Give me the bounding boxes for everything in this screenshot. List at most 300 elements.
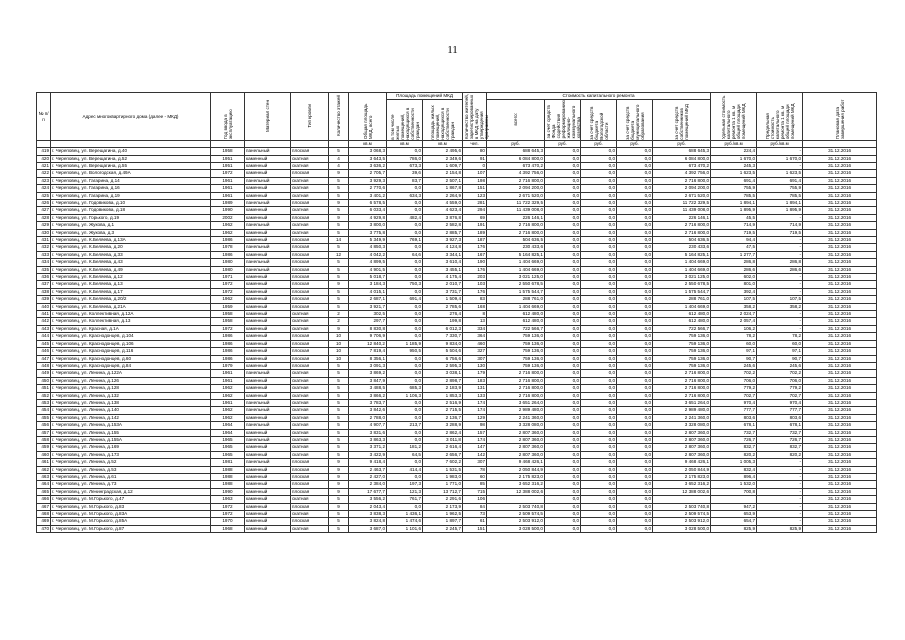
cell-walls: панельный: [245, 370, 291, 377]
cell-residents: 174: [463, 407, 487, 414]
table-row: [37, 177, 877, 184]
cell-cost-fund: 0,0: [545, 377, 581, 384]
cell-cost-owners: 722 566,7: [653, 325, 711, 332]
cell-cost-local: 0,0: [617, 362, 653, 369]
cell-address: г. Череповец, ул. Ленина, д.122А: [51, 370, 211, 377]
cell-deadline: 31.12.2016: [803, 488, 877, 495]
cell-walls: каменный: [245, 251, 291, 258]
cell-max-cost: 702,2: [757, 370, 803, 377]
cell-cost-regional: 0,0: [581, 488, 617, 495]
cell-residents: 129: [463, 414, 487, 421]
cell-num: 435: [37, 266, 51, 273]
cell-area-residential: 1 101,6: [387, 525, 423, 532]
cell-residents: 167: [463, 251, 487, 258]
cell-year: 1972: [211, 288, 245, 295]
cell-walls: каменный: [245, 474, 291, 481]
col-cost-owners-header: за счет средств собственников помещений МКД: [653, 100, 711, 141]
cell-walls: каменный: [245, 466, 291, 473]
cell-floors: 4: [329, 155, 349, 162]
cell-specific-cost: 90,7: [711, 355, 757, 362]
cell-total-area: 3 831,6: [349, 429, 387, 436]
cell-year: 1970: [211, 518, 245, 525]
cell-cost-regional: 0,0: [581, 199, 617, 206]
cell-cost-owners: 2 175 823,0: [653, 474, 711, 481]
cell-walls: каменный: [245, 207, 291, 214]
col-cost-total-header: всего:: [487, 100, 545, 141]
cell-walls: каменный: [245, 429, 291, 436]
cell-residents: 183: [463, 377, 487, 384]
cell-total-area: 3 643,5: [349, 155, 387, 162]
cell-area-residential: 0,0: [387, 311, 423, 318]
cell-specific-cost: 1 895,9: [711, 207, 757, 214]
cell-cost-fund: 0,0: [545, 281, 581, 288]
unit-cell: руб.: [653, 141, 711, 148]
cell-num: 455: [37, 414, 51, 421]
cell-address: г. Череповец, ул. Ленина, д.155А: [51, 436, 211, 443]
cell-residents: 69: [463, 214, 487, 221]
cell-cost-local: 0,0: [617, 518, 653, 525]
cell-cost-owners: 2 671 520,0: [653, 192, 711, 199]
cell-floors: 5: [329, 362, 349, 369]
cell-total-area: 3 838,3: [349, 511, 387, 518]
cell-residents: 174: [463, 399, 487, 406]
cell-max-cost: 726,7: [757, 436, 803, 443]
cell-num: 457: [37, 429, 51, 436]
cell-address: г. Череповец, ул. Жукова, д.3: [51, 229, 211, 236]
cell-cost-local: 0,0: [617, 148, 653, 155]
cell-area-nonres: 2 291,6: [423, 496, 463, 503]
cell-cost-local: 0,0: [617, 207, 653, 214]
cell-cost-regional: 0,0: [581, 399, 617, 406]
cell-cost-total: 12 388 002,6: [487, 488, 545, 495]
cell-specific-cost: 785,5: [711, 192, 757, 199]
cell-cost-total: 1 404 669,0: [487, 259, 545, 266]
cell-roof: плоская: [291, 362, 329, 369]
cell-address: г. Череповец, ул. Краснодонцев, д.60: [51, 355, 211, 362]
cell-specific-cost: 1 532,0: [711, 481, 757, 488]
cell-cost-regional: 0,0: [581, 237, 617, 244]
cell-residents: 176: [463, 244, 487, 251]
cell-address: г. Череповец, ул. Красная, д.1А: [51, 325, 211, 332]
cell-address: г. Череповец, ул. Ленина, д.53: [51, 466, 211, 473]
col-cost-regional-header: за счет средств бюджета Вологодской области: [581, 100, 617, 141]
cell-roof: скатная: [291, 436, 329, 443]
cell-deadline: 31.12.2016: [803, 325, 877, 332]
cell-total-area: 3 783,7: [349, 399, 387, 406]
cell-specific-cost: [711, 496, 757, 503]
cell-address: г. Череповец, ул. Ленина, д.132: [51, 392, 211, 399]
cell-walls: каменный: [245, 288, 291, 295]
cell-cost-total: 759 136,0: [487, 340, 545, 347]
cell-cost-total: 3 028 500,0: [487, 525, 545, 532]
cell-specific-cost: 732,7: [711, 429, 757, 436]
cell-cost-total: 1 575 544,7: [487, 288, 545, 295]
cell-roof: скатная: [291, 525, 329, 532]
cell-area-residential: 0,0: [387, 229, 423, 236]
cell-address: г. Череповец, ул. Гагарина, д.19: [51, 192, 211, 199]
cell-cost-regional: 0,0: [581, 496, 617, 503]
cell-area-nonres: 276,4: [423, 311, 463, 318]
cell-walls: панельный: [245, 259, 291, 266]
cell-cost-owners: 5 164 825,1: [653, 251, 711, 258]
cell-area-nonres: 1 962,5: [423, 511, 463, 518]
cell-year: 1961: [211, 399, 245, 406]
cell-total-area: 2 384,0: [349, 481, 387, 488]
cell-cost-local: 0,0: [617, 436, 653, 443]
cell-floors: 10: [329, 355, 349, 362]
cell-area-residential: 0,0: [387, 414, 423, 421]
cell-area-nonres: 2 173,9: [423, 503, 463, 510]
cell-specific-cost: 358,2: [711, 303, 757, 310]
cell-total-area: 3 371,2: [349, 444, 387, 451]
cell-num: 434: [37, 259, 51, 266]
cell-max-cost: -: [757, 474, 803, 481]
cell-walls: панельный: [245, 266, 291, 273]
cell-roof: плоская: [291, 281, 329, 288]
cell-walls: каменный: [245, 355, 291, 362]
cell-specific-cost: 2 024,7: [711, 311, 757, 318]
cell-deadline: 31.12.2016: [803, 436, 877, 443]
cell-area-nonres: 2 516,9: [423, 399, 463, 406]
cell-num: 465: [37, 488, 51, 495]
cell-cost-owners: 2 716 800,0: [653, 377, 711, 384]
unit-cell: руб.: [487, 141, 545, 148]
table-row: [37, 266, 877, 273]
cell-total-area: 3 869,2: [349, 370, 387, 377]
cell-total-area: 3 687,0: [349, 525, 387, 532]
cell-total-area: 2 770,6: [349, 185, 387, 192]
cell-max-cost: 779,2: [757, 385, 803, 392]
cell-cost-owners: 673 470,2: [653, 162, 711, 169]
cell-area-nonres: 3 927,3: [423, 237, 463, 244]
cell-num: 469: [37, 518, 51, 525]
cell-year: 1965: [211, 451, 245, 458]
cell-deadline: 31.12.2016: [803, 429, 877, 436]
cell-total-area: 3 929,3: [349, 177, 387, 184]
cell-cost-total: 4 392 756,0: [487, 170, 545, 177]
cell-address: г. Череповец, ул. Годовикова, д.18: [51, 207, 211, 214]
cell-deadline: 31.12.2016: [803, 348, 877, 355]
cell-cost-owners: 2 716 800,0: [653, 177, 711, 184]
cell-cost-owners: 612 480,0: [653, 311, 711, 318]
cell-deadline: 31.12.2016: [803, 237, 877, 244]
cell-deadline: 31.12.2016: [803, 525, 877, 532]
cell-total-area: 8 830,8: [349, 325, 387, 332]
cell-residents: 78: [463, 466, 487, 473]
cell-cost-owners: 2 716 800,0: [653, 222, 711, 229]
cell-cost-local: 0,0: [617, 192, 653, 199]
cell-roof: плоская: [291, 214, 329, 221]
cell-cost-total: 1 404 669,0: [487, 303, 545, 310]
cell-deadline: 31.12.2016: [803, 288, 877, 295]
cell-cost-regional: 0,0: [581, 459, 617, 466]
cell-cost-regional: 0,0: [581, 436, 617, 443]
cell-num: 420: [37, 155, 51, 162]
cell-deadline: 31.12.2016: [803, 311, 877, 318]
cell-cost-fund: 0,0: [545, 511, 581, 518]
header-row-1: [37, 93, 877, 100]
cell-cost-regional: 0,0: [581, 429, 617, 436]
cell-floors: 5: [329, 303, 349, 310]
cell-cost-local: 0,0: [617, 429, 653, 436]
cell-cost-total: 759 136,0: [487, 355, 545, 362]
cell-cost-owners: 11 439 008,0: [653, 207, 711, 214]
cell-cost-regional: 0,0: [581, 274, 617, 281]
cell-cost-fund: 0,0: [545, 503, 581, 510]
cell-floors: 5: [329, 259, 349, 266]
cell-walls: каменный: [245, 155, 291, 162]
cell-cost-total: 759 136,0: [487, 333, 545, 340]
cell-year: 1964: [211, 422, 245, 429]
cell-year: 1964: [211, 429, 245, 436]
cell-walls: каменный: [245, 311, 291, 318]
cell-year: 1962: [211, 222, 245, 229]
cell-walls: каменный: [245, 451, 291, 458]
cell-cost-owners: 688 645,3: [653, 148, 711, 155]
cell-residents: 281: [463, 199, 487, 206]
cell-specific-cost: 1 005,3: [711, 459, 757, 466]
cell-floors: 5: [329, 525, 349, 532]
cell-floors: 5: [329, 274, 349, 281]
unit-cell: руб./кв.м: [757, 141, 803, 148]
cell-total-area: 297,7: [349, 318, 387, 325]
cell-address: г. Череповец, ул. Ленина, д.52: [51, 459, 211, 466]
cell-roof: скатная: [291, 407, 329, 414]
cell-area-residential: 482,4: [387, 214, 423, 221]
cell-cost-local: 0,0: [617, 466, 653, 473]
cell-cost-owners: 1 404 669,0: [653, 259, 711, 266]
cell-area-residential: 0,0: [387, 407, 423, 414]
cell-year: 1962: [211, 385, 245, 392]
cell-cost-owners: 612 480,0: [653, 318, 711, 325]
table-row: [37, 399, 877, 406]
cell-area-residential: 0,0: [387, 436, 423, 443]
cell-cost-local: 0,0: [617, 474, 653, 481]
cell-year: 1965: [211, 436, 245, 443]
cell-cost-total: 9 468 426,1: [487, 459, 545, 466]
cell-year: 1968: [211, 525, 245, 532]
cell-deadline: 31.12.2016: [803, 199, 877, 206]
cell-year: 1986: [211, 348, 245, 355]
cell-num: 446: [37, 348, 51, 355]
cell-num: 447: [37, 355, 51, 362]
cell-total-area: 3 775,8: [349, 229, 387, 236]
cell-residents: 190: [463, 259, 487, 266]
cell-walls: каменный: [245, 348, 291, 355]
cell-residents: 151: [463, 185, 487, 192]
cell-total-area: 4 901,5: [349, 266, 387, 273]
cell-cost-local: 0,0: [617, 222, 653, 229]
cell-walls: каменный: [245, 162, 291, 169]
cell-cost-regional: 0,0: [581, 244, 617, 251]
cell-deadline: 31.12.2016: [803, 474, 877, 481]
cell-cost-total: 2 503 740,8: [487, 503, 545, 510]
cell-address: г. Череповец, ул. Коллективная, д.13: [51, 318, 211, 325]
cell-floors: 9: [329, 170, 349, 177]
cell-num: 468: [37, 511, 51, 518]
cell-cost-local: 0,0: [617, 392, 653, 399]
cell-cost-total: 288 761,0: [487, 296, 545, 303]
cell-deadline: 31.12.2016: [803, 451, 877, 458]
cell-cost-local: 0,0: [617, 177, 653, 184]
cell-num: 438: [37, 288, 51, 295]
cell-num: 422: [37, 170, 51, 177]
cell-floors: 9: [329, 325, 349, 332]
cell-area-nonres: 2 495,6: [423, 148, 463, 155]
cell-floors: 5: [329, 392, 349, 399]
cell-walls: каменный: [245, 385, 291, 392]
cell-cost-fund: 0,0: [545, 303, 581, 310]
cell-deadline: 31.12.2016: [803, 392, 877, 399]
cell-max-cost: 78,2: [757, 333, 803, 340]
cell-cost-regional: 0,0: [581, 333, 617, 340]
cell-area-residential: 0,0: [387, 459, 423, 466]
cell-floors: 5: [329, 511, 349, 518]
cell-year: 1979: [211, 362, 245, 369]
cell-num: 462: [37, 466, 51, 473]
cell-num: 458: [37, 436, 51, 443]
cell-num: 451: [37, 385, 51, 392]
cell-cost-owners: 2 509 574,5: [653, 511, 711, 518]
cell-area-nonres: 1 609,7: [423, 162, 463, 169]
cell-deadline: 31.12.2016: [803, 148, 877, 155]
cell-cost-local: 0,0: [617, 155, 653, 162]
cell-roof: плоская: [291, 481, 329, 488]
cell-max-cost: -: [757, 459, 803, 466]
cell-cost-total: 3 021 125,0: [487, 274, 545, 281]
cell-deadline: 31.12.2016: [803, 466, 877, 473]
cell-cost-fund: 0,0: [545, 385, 581, 392]
cell-area-nonres: 1 983,0: [423, 474, 463, 481]
cell-walls: панельный: [245, 177, 291, 184]
cell-area-nonres: 3 731,7: [423, 288, 463, 295]
cell-floors: 5: [329, 244, 349, 251]
cell-cost-regional: 0,0: [581, 318, 617, 325]
cell-cost-regional: 0,0: [581, 296, 617, 303]
cell-roof: скатная: [291, 192, 329, 199]
cell-max-cost: 755,9: [757, 185, 803, 192]
cell-cost-fund: 0,0: [545, 451, 581, 458]
cell-cost-owners: 2 716 800,0: [653, 370, 711, 377]
cell-roof: скатная: [291, 496, 329, 503]
cell-residents: 191: [463, 222, 487, 229]
cell-specific-cost: 820,2: [711, 451, 757, 458]
cell-roof: скатная: [291, 385, 329, 392]
cell-cost-fund: 0,0: [545, 436, 581, 443]
cell-cost-owners: 3 652 316,2: [653, 481, 711, 488]
cell-area-nonres: 2 862,4: [423, 429, 463, 436]
cell-area-residential: 0,0: [387, 362, 423, 369]
table-row: [37, 288, 877, 295]
cell-year: 1972: [211, 511, 245, 518]
cell-cost-regional: 0,0: [581, 148, 617, 155]
cell-num: 450: [37, 377, 51, 384]
cell-address: г. Череповец, ул. Краснодонцев, д.84: [51, 362, 211, 369]
cell-cost-total: 2 989 480,0: [487, 407, 545, 414]
cell-cost-owners: 1 404 669,0: [653, 266, 711, 273]
cell-year: 1951: [211, 155, 245, 162]
cell-area-residential: 761,7: [387, 496, 423, 503]
cell-area-residential: 0,0: [387, 325, 423, 332]
cell-area-residential: 634,3: [387, 192, 423, 199]
cell-roof: скатная: [291, 222, 329, 229]
table-row: [37, 325, 877, 332]
cell-residents: 123: [463, 192, 487, 199]
cell-specific-cost: 78,2: [711, 333, 757, 340]
table-row: [37, 496, 877, 503]
cell-specific-cost: 726,7: [711, 436, 757, 443]
cell-cost-fund: 0,0: [545, 311, 581, 318]
table-row: [37, 192, 877, 199]
col-walls-header: Материал стен: [245, 93, 291, 141]
cell-deadline: 31.12.2016: [803, 259, 877, 266]
table-row: [37, 340, 877, 347]
cell-walls: каменный: [245, 281, 291, 288]
unit-cell: кв.м: [387, 141, 423, 148]
cell-cost-total: 2 094 200,0: [487, 185, 545, 192]
cell-walls: панельный: [245, 459, 291, 466]
table-row: [37, 148, 877, 155]
cell-area-nonres: 6 756,6: [423, 355, 463, 362]
cell-floors: 5: [329, 192, 349, 199]
cell-total-area: 4 899,5: [349, 259, 387, 266]
table-row: [37, 348, 877, 355]
cell-cost-total: 2 509 574,5: [487, 511, 545, 518]
cell-specific-cost: 60,0: [711, 340, 757, 347]
cell-cost-total: 759 136,0: [487, 362, 545, 369]
cell-max-cost: 1 894,1: [757, 199, 803, 206]
cell-deadline: 31.12.2016: [803, 481, 877, 488]
cell-roof: плоская: [291, 148, 329, 155]
cell-cost-local: 0,0: [617, 259, 653, 266]
cell-total-area: 3 091,3: [349, 362, 387, 369]
cell-cost-total: 2 807 360,0: [487, 444, 545, 451]
cell-area-nonres: 3 610,4: [423, 259, 463, 266]
cell-max-cost: -: [757, 237, 803, 244]
cell-roof: плоская: [291, 170, 329, 177]
cell-area-nonres: 3 876,8: [423, 214, 463, 221]
cell-floors: 5: [329, 385, 349, 392]
cell-floors: 5: [329, 266, 349, 273]
cell-max-cost: 803,6: [757, 414, 803, 421]
cell-cost-total: 2 175 823,0: [487, 474, 545, 481]
cell-year: 1961: [211, 185, 245, 192]
cell-cost-local: 0,0: [617, 348, 653, 355]
cell-residents: 307: [463, 355, 487, 362]
cell-num: 454: [37, 407, 51, 414]
cell-area-residential: 0,0: [387, 259, 423, 266]
cell-specific-cost: 777,7: [711, 407, 757, 414]
cell-cost-fund: 0,0: [545, 170, 581, 177]
cell-area-nonres: 2 656,7: [423, 451, 463, 458]
cell-num: 452: [37, 392, 51, 399]
cell-specific-cost: 896,4: [711, 474, 757, 481]
cell-year: 1986: [211, 333, 245, 340]
cell-residents: 83: [463, 296, 487, 303]
cell-year: 1980: [211, 266, 245, 273]
cell-address: г. Череповец, ул. Ленина, д.138: [51, 399, 211, 406]
cell-cost-local: 0,0: [617, 481, 653, 488]
cell-cost-local: 0,0: [617, 355, 653, 362]
unit-cell: чел.: [463, 141, 487, 148]
cell-walls: каменный: [245, 511, 291, 518]
col-residents-header: Количество жителей, зарегистрированных в МКД на дату утверждения программы: [464, 94, 489, 140]
cell-num: 430: [37, 229, 51, 236]
cell-deadline: 31.12.2016: [803, 355, 877, 362]
cell-cost-owners: 11 722 329,5: [653, 199, 711, 206]
cell-cost-owners: 226 146,1: [653, 214, 711, 221]
col-num-header: № п/п: [37, 93, 51, 141]
